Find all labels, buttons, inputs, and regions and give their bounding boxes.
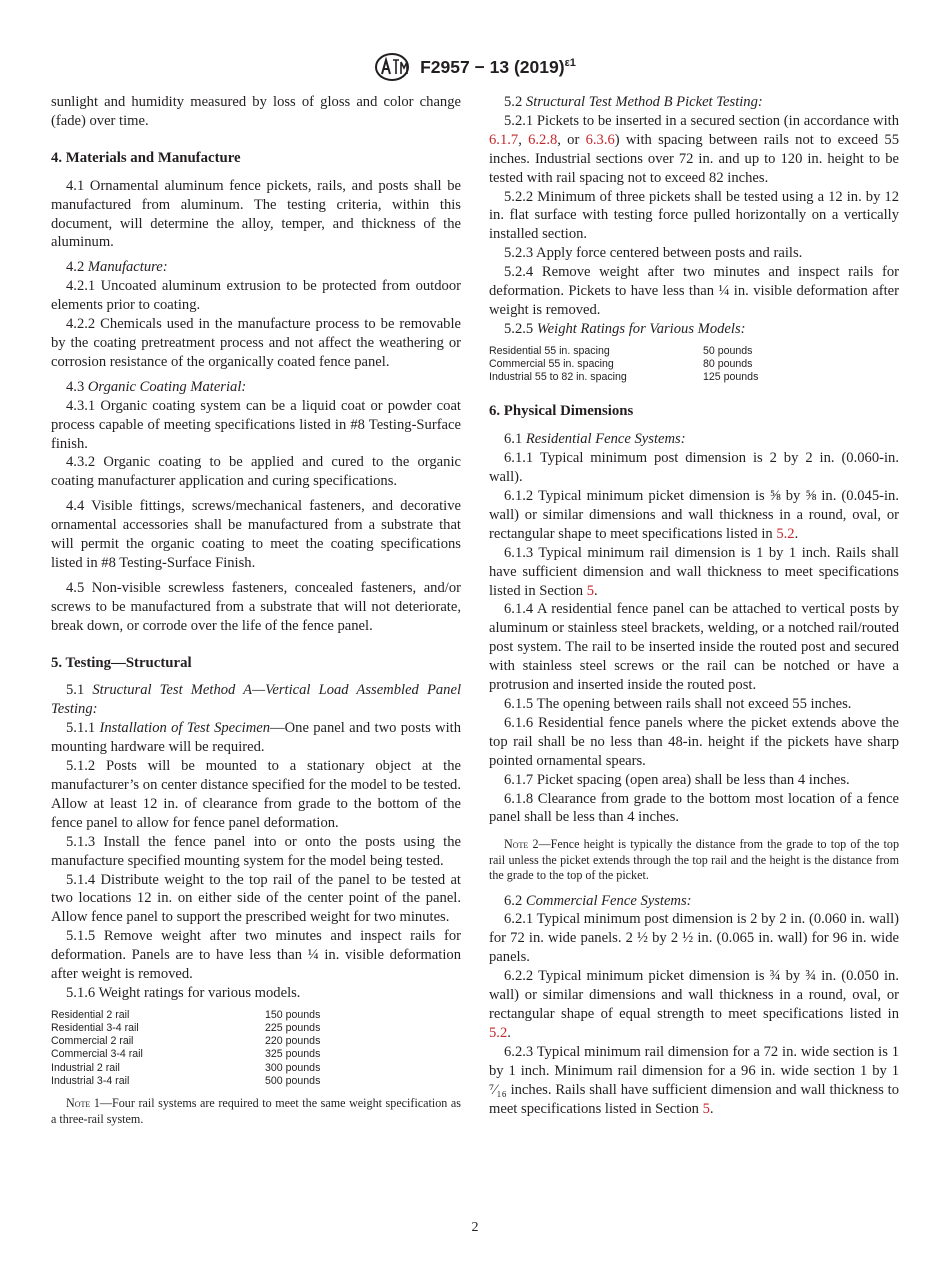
- paragraph-4-1: 4.1 Ornamental aluminum fence pickets, rails, and posts shall be manufactured from aluminum. The testing criteria, within this document, will determine the alloy, temper, and thickness of the aluminum.: [51, 177, 461, 251]
- paragraph-5-2-2: 5.2.2 Minimum of three pickets shall be tested using a 12 in. by 12 in. flat surface with testing force pulled horizontally on a vertically installed section.: [489, 188, 899, 243]
- section-heading-6: 6. Physical Dimensions: [489, 403, 634, 420]
- table-row: Industrial 55 to 82 in. spacing 125 pounds: [489, 371, 759, 384]
- weight-ratings-table-b: [489, 345, 758, 385]
- link-6-1-7[interactable]: 6.1.7: [489, 131, 519, 148]
- table-row: Residential 2 rail 150 pounds: [51, 1008, 321, 1021]
- paragraph-6-2: 6.2 Commercial Fence Systems:: [504, 892, 692, 909]
- section-heading-4: 4. Materials and Manufacture: [51, 149, 241, 166]
- note-2: Note 2—Fence height is typically the distance from the grade to top of the top rail unless the picket extends through the top rail and the height is the distance from the grade to the top of the picket.: [489, 837, 899, 883]
- section-heading-5: 5. Testing—Structural: [51, 654, 192, 671]
- page-header: [0, 52, 950, 82]
- table-row: Industrial 2 rail 300 pounds: [51, 1061, 321, 1074]
- link-5-2[interactable]: 5.2: [489, 1024, 508, 1041]
- paragraph-5-1-6: 5.1.6 Weight ratings for various models.: [66, 984, 301, 1001]
- left-column: [51, 93, 461, 1127]
- table-row: Commercial 55 in. spacing 80 pounds: [489, 357, 753, 370]
- paragraph-4-2-2: 4.2.2 Chemicals used in the manufacture process to be removable by the coating pretreatment process and not affect the weathering or corrosion resistance of the organically coated fence panel.: [51, 316, 461, 370]
- note-1: Note 1—Four rail systems are required to meet the same weight specification as a three-rail system.: [51, 1096, 461, 1126]
- weight-ratings-table-a: [51, 1009, 320, 1088]
- table-row: Industrial 3-4 rail 500 pounds: [51, 1074, 321, 1087]
- paragraph-6-1-3: 6.1.3 Typical minimum rail dimension is 1 by 1 inch. Rails shall have sufficient dimension and wall thickness to meet specifications listed in Section 5.: [489, 544, 899, 599]
- paragraph: sunlight and humidity measured by loss of gloss and color change (fade) over time.: [51, 94, 461, 129]
- paragraph-5-2-4: 5.2.4 Remove weight after two minutes and inspect rails for deformation. Pickets to have less than ¼ in. visible deformation after weight is removed.: [489, 264, 899, 318]
- link-5-2[interactable]: 5.2: [776, 525, 795, 542]
- paragraph-6-2-2: 6.2.2 Typical minimum picket dimension is ¾ by ¾ in. (0.050 in. wall) or similar dimensions and wall thickness in a round, oval, or rectangular shape of equal strength to meet specifications listed in 5.2.: [489, 968, 899, 1041]
- paragraph-6-2-3: 6.2.3 Typical minimum rail dimension for a 72 in. wide section is 1 by 1 inch. Minimum rail dimension for a 96 in. wide section 1 by 1 ⁷⁄₁₆ inches. Rails shall have sufficient dimension and wall thickness to meet specifications listed in Section 5.: [489, 1043, 899, 1117]
- paragraph-6-1-2: 6.1.2 Typical minimum picket dimension is ⅝ by ⅝ in. (0.045-in. wall) or similar dimensions and wall thickness in a round, oval, or rectangular shape to meet specifications listed in 5.2.: [489, 488, 899, 542]
- paragraph-5-2-3: 5.2.3 Apply force centered between posts and rails.: [504, 245, 803, 262]
- designation: F2957 − 13 $(2019)^{\varepsilon 1}$: [420, 56, 576, 77]
- paragraph-6-1-8: 6.1.8 Clearance from grade to the bottom most location of a fence panel shall be less than 4 inches.: [489, 790, 899, 826]
- table-row: Commercial 2 rail 220 pounds: [51, 1035, 321, 1048]
- paragraph-5-1-4: 5.1.4 Distribute weight to the top rail of the panel to be tested at two locations 12 in. on either side of the center point of the panel. Allow fence panel to support the prescribed weight for two minutes.: [51, 871, 461, 926]
- paragraph-4-5: 4.5 Non-visible screwless fasteners, concealed fasteners, and/or screws to be manufactured from a substrate that will not deteriorate, break down, or corrode over the life of the fence panel.: [51, 579, 461, 634]
- paragraph-6-1-7: 6.1.7 Picket spacing (open area) shall be less than 4 inches.: [504, 771, 850, 788]
- page-number: 2: [471, 1220, 479, 1235]
- paragraph-5-2-1: 5.2.1 Pickets to be inserted in a secured section (in accordance with 6.1.7, 6.2.8, or 6.3.6) with spacing between rails not to exceed 55 inches. Industrial sections over 72 in. and up to 120 in. height to be tested with rail spacing not to exceed 82 inches.: [489, 112, 900, 186]
- table-row: Commercial 3-4 rail 325 pounds: [51, 1048, 321, 1061]
- paragraph-5-1-3: 5.1.3 Install the fence panel into or onto the posts using the manufacture specified mounting system for the model being tested.: [51, 833, 461, 869]
- paragraph-5-2: 5.2 Structural Test Method B Picket Testing:: [504, 94, 763, 110]
- astm-logo-icon: [374, 52, 410, 82]
- paragraph-4-2: 4.2 Manufacture:: [66, 259, 168, 276]
- link-6-3-6[interactable]: 6.3.6: [585, 131, 615, 148]
- paragraph-4-3-2: 4.3.2 Organic coating to be applied and cured to the organic coating manufacturer application and curing specifications.: [51, 454, 461, 490]
- table-row: Residential 55 in. spacing 50 pounds: [489, 344, 753, 357]
- paragraph-6-1-6: 6.1.6 Residential fence panels where the picket extends above the top rail shall be no less than 48-in. height if the pickets have sharp pointed ornamental spears.: [489, 714, 899, 769]
- paragraph-5-1-2: 5.1.2 Posts will be mounted to a stationary object at the manufacturer’s on center distance specified for the model to be tested. Allow at least 12 in. of clearance from grade to the bottom of the fence panel to allow for fence panel deformation.: [51, 758, 461, 831]
- paragraph-4-3: 4.3 Organic Coating Material:: [66, 378, 247, 395]
- paragraph-4-3-1: 4.3.1 Organic coating system can be a liquid coat or powder coat process capable of meeting specifications listed in #8 Testing-Surface finish.: [51, 397, 461, 452]
- paragraph-5-2-5: 5.2.5 Weight Ratings for Various Models:: [504, 320, 746, 337]
- link-section-5[interactable]: 5: [586, 582, 594, 599]
- paragraph-4-2-1: 4.2.1 Uncoated aluminum extrusion to be protected from outdoor elements prior to coating.: [51, 278, 461, 314]
- link-6-2-8[interactable]: 6.2.8: [528, 131, 558, 148]
- link-section-5[interactable]: 5: [702, 1100, 710, 1117]
- paragraph-4-4: 4.4 Visible fittings, screws/mechanical fasteners, and decorative ornamental accessories shall be manufactured from a substrate that will permit the organic coating to meet the coating specifications listed in #8 Testing-Surface Finish.: [51, 498, 461, 571]
- paragraph-6-1: 6.1 Residential Fence Systems:: [504, 431, 686, 448]
- paragraph-6-1-5: 6.1.5 The opening between rails shall not exceed 55 inches.: [504, 695, 852, 712]
- paragraph-6-1-4: 6.1.4 A residential fence panel can be attached to vertical posts by aluminum or stainless steel brackets, welding, or a notched rail/routed post system. The rail to be inserted inside the routed post and secured with stainless steel screws or the rail can be notched or have a protrusion and inserted inside the routed post.: [489, 601, 899, 694]
- paragraph-6-1-1: 6.1.1 Typical minimum post dimension is 2 by 2 in. (0.060-in. wall).: [489, 450, 899, 486]
- right-column: [489, 93, 899, 1118]
- table-row: Residential 3-4 rail 225 pounds: [51, 1022, 321, 1035]
- paragraph-5-1: 5.1 Structural Test Method A—Vertical Load Assembled Panel Testing:: [51, 682, 461, 718]
- paragraph-6-2-1: 6.2.1 Typical minimum post dimension is 2 by 2 in. (0.060 in. wall) for 72 in. wide panels. 2 ½ by 2 ½ in. (0.065 in. wall) for 96 in. wide panels.: [489, 911, 899, 966]
- paragraph-5-1-5: 5.1.5 Remove weight after two minutes and inspect rails for deformation. Panels are to have less than ¼ in. visible deformation after weight is removed.: [51, 928, 461, 983]
- paragraph-5-1-1: 5.1.1 Installation of Test Specimen—One panel and two posts with mounting hardware will be required.: [51, 720, 462, 756]
